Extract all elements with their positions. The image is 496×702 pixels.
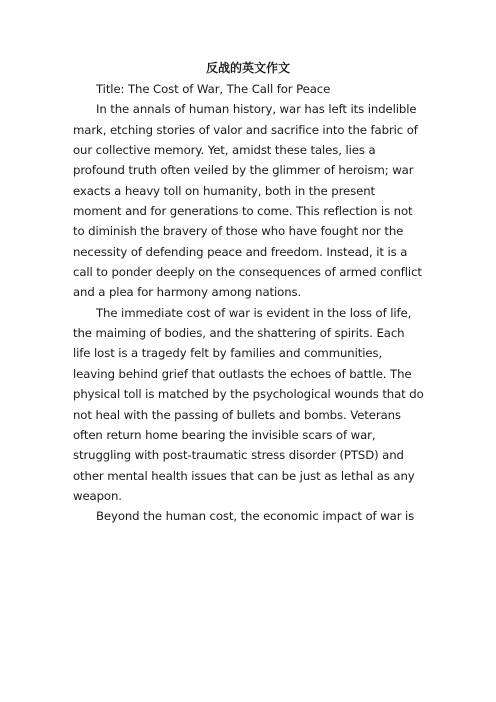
title-line: Title: The Cost of War, The Call for Peace bbox=[96, 82, 331, 96]
paragraph-1: In the annals of human history, war has left its indelible mark, etching stories of valor and sacrifice into the fabric of our collective memory. Yet, amidst these tales, lies a profound truth often veiled by the glimmer of heroism; war exacts a heavy toll on humanity, both in the present moment and for generations to come. This reflection is not to diminish the bravery of those who have fought nor the necessity of defending peace and freedom. Instead, it is a call to ponder deeply on the consequences of armed conflict and a plea for harmony among nations. bbox=[73, 102, 422, 300]
paragraph-3: Beyond the human cost, the economic impact of war is bbox=[96, 509, 415, 524]
document-heading: 反战的英文作文 bbox=[205, 61, 290, 75]
paragraph-2: The immediate cost of war is evident in the loss of life, the maiming of bodies, and the shattering of spirits. Each life lost is a tragedy felt by families and communities, leaving behind grief that outlasts the echoes of battle. The physical toll is matched by the psychological wounds that do not heal with the passing of bullets and bombs. Veterans often return home bearing the invisible scars of war, struggling with post-traumatic stress disorder (PTSD) and other mental health issues that can be just as lethal as any weapon. bbox=[73, 305, 424, 503]
document-body bbox=[73, 79, 425, 527]
